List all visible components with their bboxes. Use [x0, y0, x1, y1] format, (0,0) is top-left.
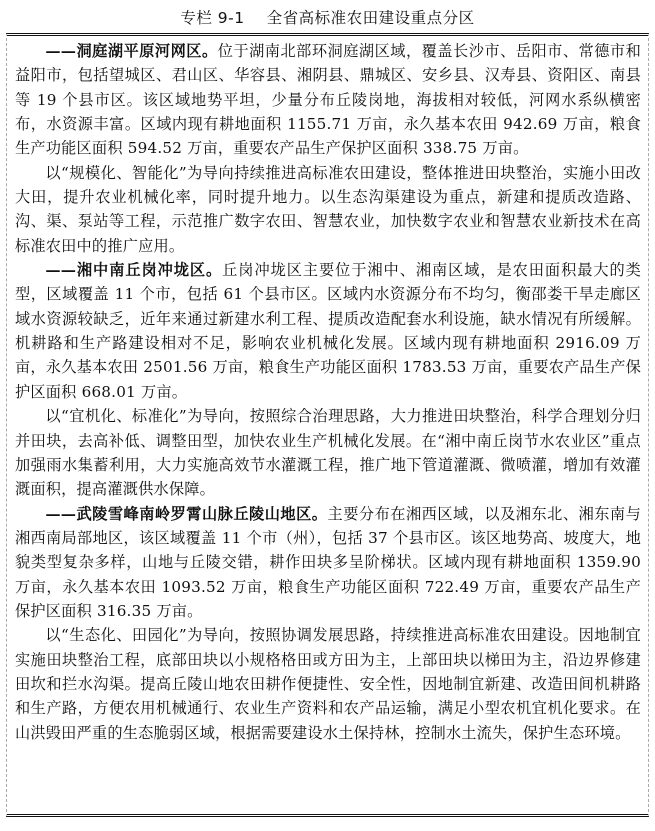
title-label: 专栏 9-1 [180, 9, 245, 27]
section-1-strategy [15, 161, 641, 258]
section-2-strategy-text: 以“宜机化、标准化”为导向，按照综合治理思路，大力推进田块整治，科学合理划分归并田块，去高补低、调整田型，加快农业生产机械化发展。在“湘中南丘岗节水农业区”重点加强雨水集蓄利用，大力实施高效节水灌溉工程，推广地下管道灌溉、微喷灌，增加有效灌溉面积，提高灌溉供水保障。 [15, 407, 641, 499]
section-3-heading: ——武陵雪峰南岭罗霄山脉丘陵山地区。 [45, 504, 328, 523]
section-3-intro [15, 502, 641, 624]
title-text: 全省高标准农田建设重点分区 [266, 9, 475, 27]
section-2-heading: ——湘中南丘岗冲垅区。 [45, 261, 223, 280]
section-2-intro-text: 丘岗冲垅区主要位于湘中、湘南区域，是农田面积最大的类型，区域覆盖 11 个市，包括 61 个县市区。区域内水资源分布不均匀，衡邵娄干旱走廊区域水资源较缺乏，近年来通过新建水利工程、提质改造配套水利设施，缺水情况有所缓解。机耕路和生产路建设相对不足，影响农业机械化发展。区域内现有耕地面积 2916.09 万亩，永久基本农田 2501.56 万亩，粮食生产功能区面积 1783.53 万亩，重要农产品生产保护区面积 668.01 万亩。 [15, 261, 642, 401]
section-1-strategy-text: 以“规模化、智能化”为导向持续推进高标准农田建设，整体推进田块整治，实施小田改大田，提升农业机械化率，同时提升地力。以生态沟渠建设为重点，新建和提质改造路、沟、渠、泵站等工程，示范推广数字农田、智慧农业，加快数字农业和智慧农业新技术在高标准农田中的推广应用。 [15, 163, 641, 255]
section-3-strategy [15, 623, 641, 745]
page-title [0, 6, 655, 28]
section-2-intro [15, 258, 641, 404]
section-2-strategy [15, 404, 641, 501]
section-3-intro-text: 主要分布在湘西区域，以及湘东北、湘东南与湘西南局部地区，该区域覆盖 11 个市（州），包括 37 个县市区。该区地势高、坡度大，地貌类型复杂多样，山地与丘陵交错，耕作田块多呈阶梯状。区域内现有耕地面积 1359.90 万亩，永久基本农田 1093.52 万亩，粮食生产功能区面积 722.49 万亩，重要农产品生产保护区面积 316.35 万亩。 [15, 504, 642, 620]
section-1-intro [15, 39, 641, 161]
section-3-strategy-text: 以“生态化、田园化”为导向，按照协调发展思路，持续推进高标准农田建设。因地制宜实施田块整治工程，底部田块以小规格格田或方田为主，上部田块以梯田为主，沿边界修建田坎和拦水沟渠。提高丘陵山地农田耕作便捷性、安全性，因地制宜新建、改造田间机耕路和生产路，方便农用机械通行、农业生产资料和农产品运输，满足小型农机宜机化要求。在山洪毁田严重的生态脆弱区域，根据需要建设水土保持林，控制水土流失，保护生态环境。 [15, 626, 641, 742]
section-1-heading: ——洞庭湖平原河网区。 [45, 42, 218, 60]
section-1-intro-text: 位于湖南北部环洞庭湖区域，覆盖长沙市、岳阳市、常德市和益阳市，包括望城区、君山区、华容县、湘阴县、鼎城区、安乡县、汉寿县、资阳区、南县等 19 个县市区。该区域地势平坦，少量分布丘陵岗地，海拔相对较低，河网水系纵横密布，水资源丰富。区域内现有耕地面积 1155.71 万亩，永久基本农田 942.69 万亩，粮食生产功能区面积 594.52 万亩，重要农产品生产保护区面积 338.75 万亩。 [15, 42, 642, 158]
column-box [6, 33, 649, 817]
